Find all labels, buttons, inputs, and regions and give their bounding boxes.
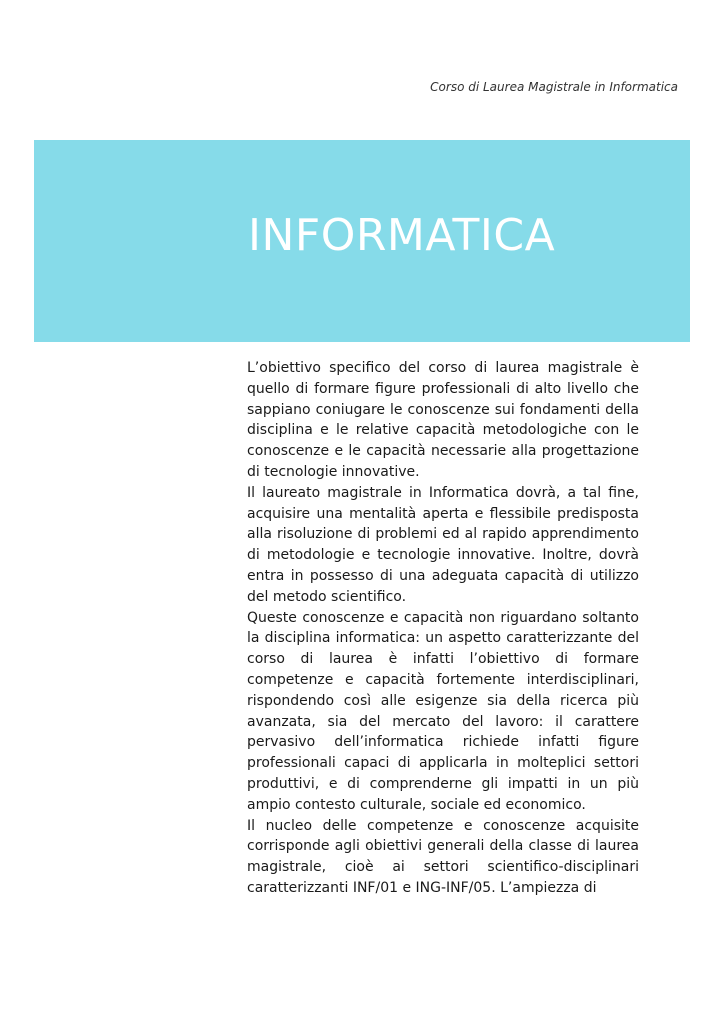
page-title: INFORMATICA bbox=[248, 210, 556, 261]
title-band bbox=[34, 140, 690, 342]
running-header: Corso di Laurea Magistrale in Informatica bbox=[430, 80, 678, 94]
paragraph-interdisciplinary: Queste conoscenze e capacità non riguardano soltanto la disciplina informatica: un aspetto caratterizzante del corso di laurea è infatti l’obiettivo di formare competenze e capacità fortemente interdisciplinari, rispondendo così alle esigenze sia della ricerca più avanzata, sia del mercato del lavoro: il carattere pervasivo dell’informatica richiede infatti figure professionali capaci di applicarla in molteplici settori produttivi, e di comprenderne gli impatti in un più ampio contesto culturale, sociale ed economico. bbox=[247, 609, 639, 813]
paragraph-core-competences: Il nucleo delle competenze e conoscenze acquisite corrisponde agli obiettivi generali della classe di laurea magistrale, cioè ai settori scientifico-disciplinari caratterizzanti INF/01 e ING-INF/05. L’ampiezza di bbox=[247, 817, 639, 896]
body-text bbox=[247, 358, 639, 899]
paragraph-graduate-profile: Il laureato magistrale in Informatica dovrà, a tal fine, acquisire una mentalità aperta e flessibile predisposta alla risoluzione di problemi ed al rapido apprendimento di metodologie e tecnologie innovative. Inoltre, dovrà entra in possesso di una adeguata capacità di utilizzo del metodo scientifico. bbox=[247, 484, 639, 605]
paragraph-objective: L’obiettivo specifico del corso di laurea magistrale è quello di formare figure professionali di alto livello che sappiano coniugare le conoscenze sui fondamenti della disciplina e le relative capacità metodologiche con le conoscenze e le capacità necessarie alla progettazione di tecnologie innovative. bbox=[247, 360, 639, 480]
